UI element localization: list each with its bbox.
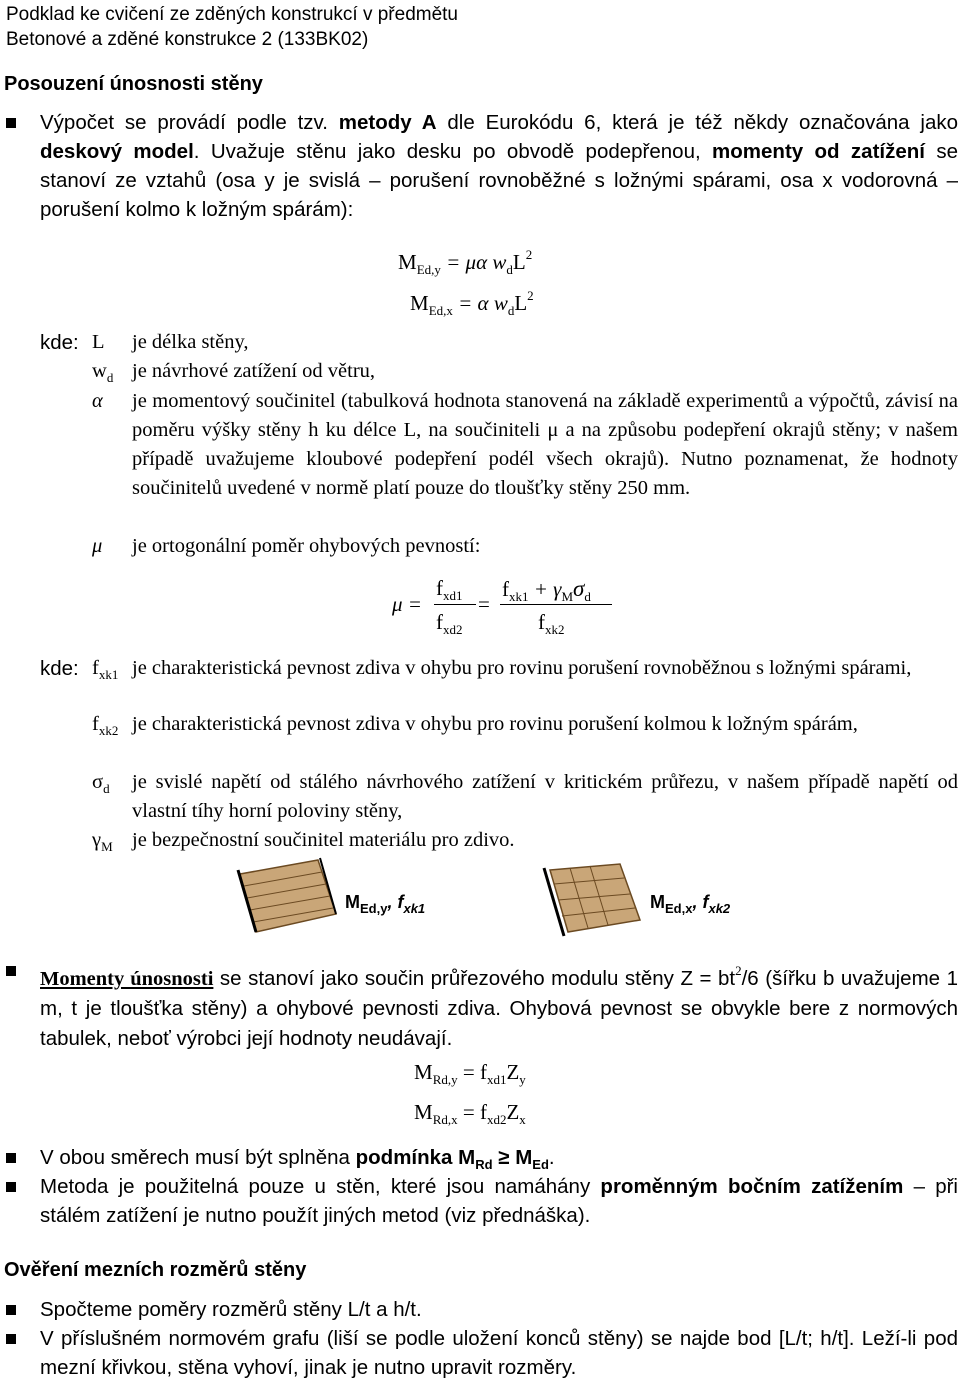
symbol-l: L (92, 331, 105, 353)
paragraph-metoda-pouzitelna: Metoda je použitelná pouze u stěn, které jsou namáhány proměnným bočním zatížením – při stálém zatížení je nutno použít jiných metod (viz přednáška). (40, 1175, 958, 1227)
section-heading-posouzeni: Posouzení únosnosti stěny (4, 73, 263, 95)
paragraph-podminka: V obou směrech musí být splněna podmínka $M_{Rd} \ge M_{Ed}$. (40, 1146, 555, 1172)
definition-alpha: je momentový součinitel (tabulková hodnota stanovená na základě experimentů a výpočtů, závisí na poměru výšky stěny h ku délce L, na součiniteli μ a na způsobu podepření okrajů stěny; v našem případě uvažujeme kloubové podepření podél všech okrajů). Nutno poznamenat, že hodnoty součinitelů uvedené v normě platí pouze do tloušťky stěny 250 mm. (132, 390, 958, 499)
equation-med-x: $M_{Ed,x} = \alpha$ $w_dL^2$ (410, 288, 534, 318)
bullet-marker (6, 966, 16, 976)
symbol-fxk1: $f_{xk1}$ (92, 657, 119, 682)
section-heading-overeni: Ověření mezních rozměrů stěny (4, 1259, 307, 1281)
paragraph-pomery-rozmeru: Spočteme poměry rozměrů stěny L/t a h/t. (40, 1298, 422, 1321)
symbol-fxk2: $f_{xk2}$ (92, 713, 119, 738)
fraction1-denominator: $f_{xd2}$ (436, 610, 463, 637)
definition-gamma-m: je bezpečnostní součinitel materiálu pro zdivo. (132, 829, 515, 851)
equation-mrd-x: $M_{Rd,x} = f_{xd2}Z_x$ (414, 1100, 526, 1127)
fraction2-denominator: $f_{xk2}$ (538, 610, 565, 637)
symbol-sigma-d: $\sigma_d$ (92, 771, 110, 796)
equation-mrd-y: $M_{Rd,y} = f_{xd1}Z_y$ (414, 1060, 526, 1087)
paragraph-method-a: Výpočet se provádí podle tzv. metody A dle Eurokódu 6, která je též někdy označována jako deskový model. Uvažuje stěnu jako desku po obvodě podepřenou, momenty od zatížení se stanoví ze vztahů (osa y je svislá – porušení rovnoběžné s ložnými spárami, osa x vodorovná – porušení kolmo k ložným spárám): (40, 111, 959, 221)
fraction1-numerator: $f_{xd1}$ (436, 576, 463, 603)
symbol-alpha: α (92, 390, 103, 412)
bullet-marker (6, 1305, 16, 1315)
definition-fxk2: je charakteristická pevnost zdiva v ohybu pro rovinu porušení kolmou k ložným spárám, (132, 713, 858, 735)
wall-horizontal-failure-icon (540, 860, 650, 940)
definition-l: je délka stěny, (132, 331, 249, 353)
bullet-marker (6, 1334, 16, 1344)
kde-label-2: kde: (40, 657, 79, 680)
paragraph-momenty-unosnosti: Momenty únosnosti se stanoví jako součin průřezového modulu stěny $Z = bt^2/6$ (šířku b uvažujeme 1 m, t je tloušťka stěny) a ohybové pevnosti zdiva. Ohybová pevnost se obvykle bere z normových tabulek, neboť výrobci její hodnoty neudávají. (40, 963, 958, 1050)
fraction2-bar (500, 604, 612, 605)
figure-label-x: $M_{Ed,x}$, $f_{xk2}$ (650, 892, 731, 916)
bullet-marker (6, 1182, 16, 1192)
document-header-line2: Betonové a zděné konstrukce 2 (133BK02) (6, 29, 369, 50)
fraction1-bar (434, 604, 476, 605)
definition-wd: je návrhové zatížení od větru, (132, 360, 376, 382)
definition-mu: je ortogonální poměr ohybových pevností: (132, 535, 481, 557)
document-header-line1: Podklad ke cvičení ze zděných konstrukcí v předmětu (6, 4, 459, 25)
fraction2-numerator: $f_{xk1} + \gamma_M\sigma_d$ (502, 576, 591, 604)
symbol-wd: $w_d$ (92, 360, 114, 385)
bullet-marker (6, 1153, 16, 1163)
wall-vertical-failure-icon (232, 856, 342, 936)
figure-label-y: $M_{Ed,y}$, $f_{xk1}$ (345, 892, 426, 916)
equation-mu-equals: = (478, 592, 490, 616)
equation-mu-lhs: μ = (392, 592, 422, 616)
symbol-gamma-m: $\gamma_M$ (92, 829, 113, 854)
bullet-marker (6, 118, 16, 128)
equation-med-y: $M_{Ed,y} = \mu\alpha$ $w_dL^2$ (398, 247, 533, 277)
definition-sigma-d: je svislé napětí od stálého návrhového zatížení v kritickém průřezu, v našem případě napětí od vlastní tíhy horní poloviny stěny, (132, 771, 958, 822)
paragraph-normovy-graf: V příslušném normovém grafu (liší se podle uložení konců stěny) se najde bod [L/t; h/t]. Leží-li pod mezní křivkou, stěna vyhoví, jinak je nutno upravit rozměry. (40, 1327, 958, 1379)
kde-label: kde: (40, 331, 79, 354)
symbol-mu: μ (92, 535, 103, 557)
definition-fxk1: je charakteristická pevnost zdiva v ohybu pro rovinu porušení rovnoběžnou s ložnými spárami, (132, 657, 912, 679)
